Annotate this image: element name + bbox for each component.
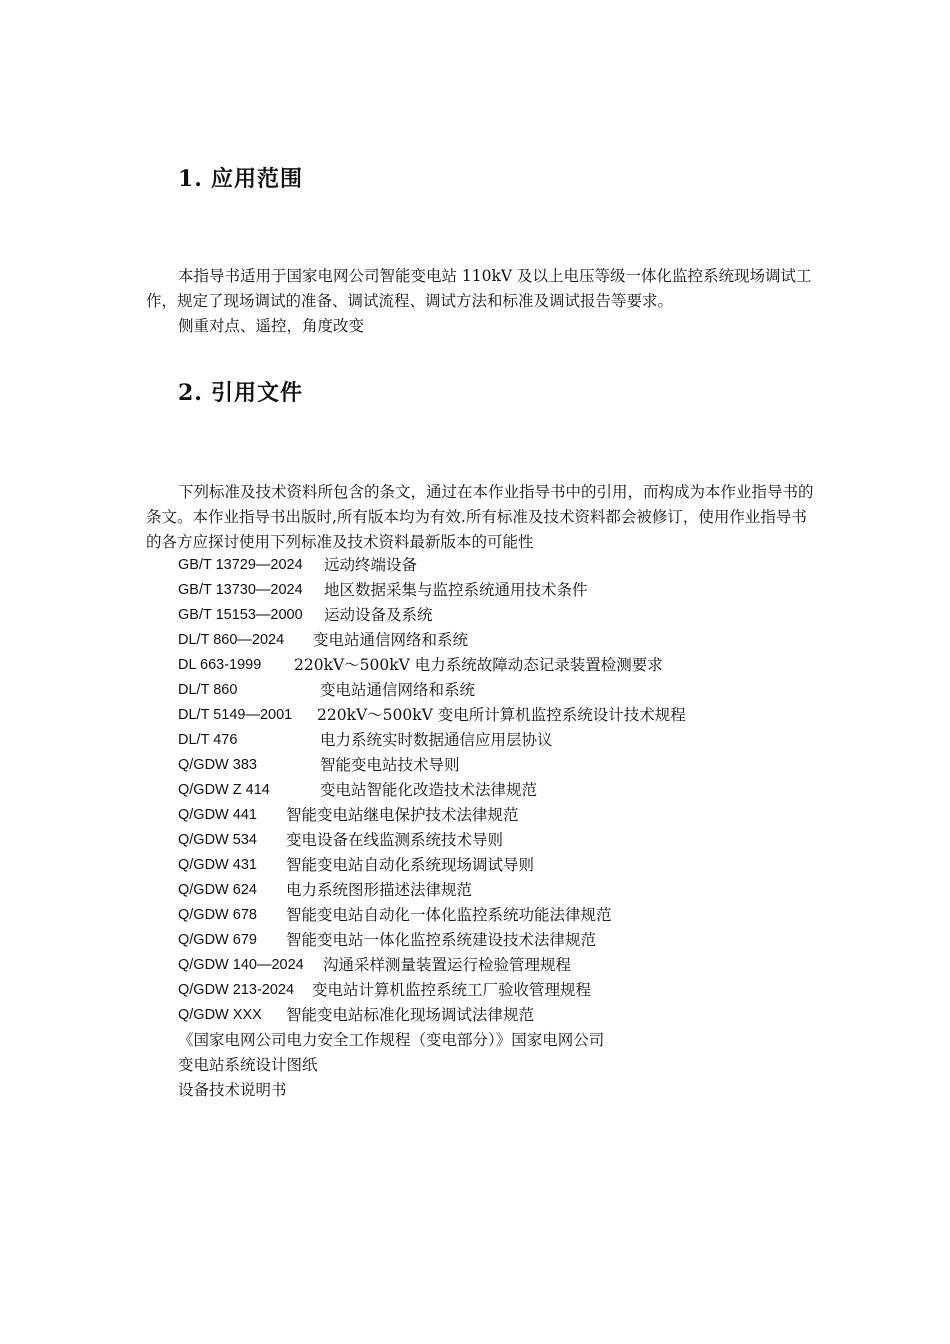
reference-code: DL/T 5149—2001 (178, 707, 293, 723)
section-1-heading (178, 162, 303, 193)
reference-title: 220kV～500kV 电力系统故障动态记录装置检测要求 (294, 656, 663, 674)
section-2-paragraph: 下列标准及技术资料所包含的条文，通过在本作业指导书中的引用，而构成为本作业指导书的条文。本作业指导书出版时,所有版本均为有效.所有标准及技术资料都会被修订，使用作业指导书的各方应探讨使用下列标准及技术资料最新版本的可能性 (146, 483, 814, 551)
section-1-number: 1. (178, 166, 203, 192)
reference-title: 220kV～500kV 变电所计算机监控系统设计技术规程 (317, 706, 686, 724)
section-1-paragraph: 本指导书适用于国家电网公司智能变电站 110kV 及以上电压等级一体化监控系统现场调试工作，规定了现场调试的准备、调试流程、调试方法和标准及调试报告等要求。 (146, 267, 812, 310)
reference-title: 变电站计算机监控系统工厂验收管理规程 (312, 981, 592, 999)
reference-title: 智能变电站自动化一体化监控系统功能法律规范 (286, 906, 612, 924)
reference-code: Q/GDW 213-2024 (178, 982, 295, 998)
reference-code: Q/GDW 441 (178, 807, 257, 823)
reference-design-drawings: 变电站系统设计图纸 (178, 1056, 318, 1074)
section-2-number: 2. (178, 380, 203, 406)
reference-title: 变电站通信网络和系统 (320, 681, 476, 699)
reference-code: Q/GDW 140—2024 (178, 957, 304, 973)
reference-code: Q/GDW XXX (178, 1007, 262, 1023)
reference-title: 智能变电站技术导则 (320, 756, 460, 774)
reference-code: Q/GDW 678 (178, 907, 257, 923)
reference-code: Q/GDW Z 414 (178, 782, 270, 798)
reference-title: 变电站通信网络和系统 (313, 631, 469, 649)
section-1-title: 应用范围 (210, 166, 303, 192)
reference-code: Q/GDW 431 (178, 857, 257, 873)
reference-title: 电力系统图形描述法律规范 (286, 881, 473, 899)
reference-title: 智能变电站自动化系统现场调试导则 (286, 856, 535, 874)
reference-code: DL/T 860—2024 (178, 632, 285, 648)
reference-title: 远动终端设备 (324, 556, 418, 574)
reference-title: 变电站智能化改造技术法律规范 (320, 781, 538, 799)
reference-safety-regulation: 《国家电网公司电力安全工作规程（变电部分）》国家电网公司 (178, 1031, 605, 1049)
reference-title: 智能变电站标准化现场调试法律规范 (286, 1006, 535, 1024)
section-2-title: 引用文件 (210, 380, 303, 406)
reference-code: DL 663-1999 (178, 657, 262, 673)
reference-equipment-manual: 设备技术说明书 (178, 1081, 287, 1099)
reference-code: Q/GDW 624 (178, 882, 257, 898)
reference-title: 变电设备在线监测系统技术导则 (286, 831, 504, 849)
reference-title: 电力系统实时数据通信应用层协议 (320, 731, 553, 749)
section-1-note: 侧重对点、遥控，角度改变 (178, 317, 365, 335)
reference-code: DL/T 860 (178, 682, 238, 698)
reference-title: 运动设备及系统 (324, 606, 433, 624)
reference-title: 智能变电站继电保护技术法律规范 (286, 806, 519, 824)
section-2-heading (178, 376, 303, 407)
reference-title: 智能变电站一体化监控系统建设技术法律规范 (286, 931, 597, 949)
reference-code: Q/GDW 679 (178, 932, 257, 948)
reference-code: Q/GDW 383 (178, 757, 257, 773)
reference-code: Q/GDW 534 (178, 832, 257, 848)
reference-code: GB/T 15153—2000 (178, 607, 303, 623)
reference-code: DL/T 476 (178, 732, 238, 748)
reference-title: 地区数据采集与监控系统通用技术条件 (324, 581, 588, 599)
reference-code: GB/T 13730—2024 (178, 582, 303, 598)
reference-title: 沟通采样测量装置运行检验管理规程 (323, 956, 572, 974)
reference-code: GB/T 13729—2024 (178, 557, 303, 573)
